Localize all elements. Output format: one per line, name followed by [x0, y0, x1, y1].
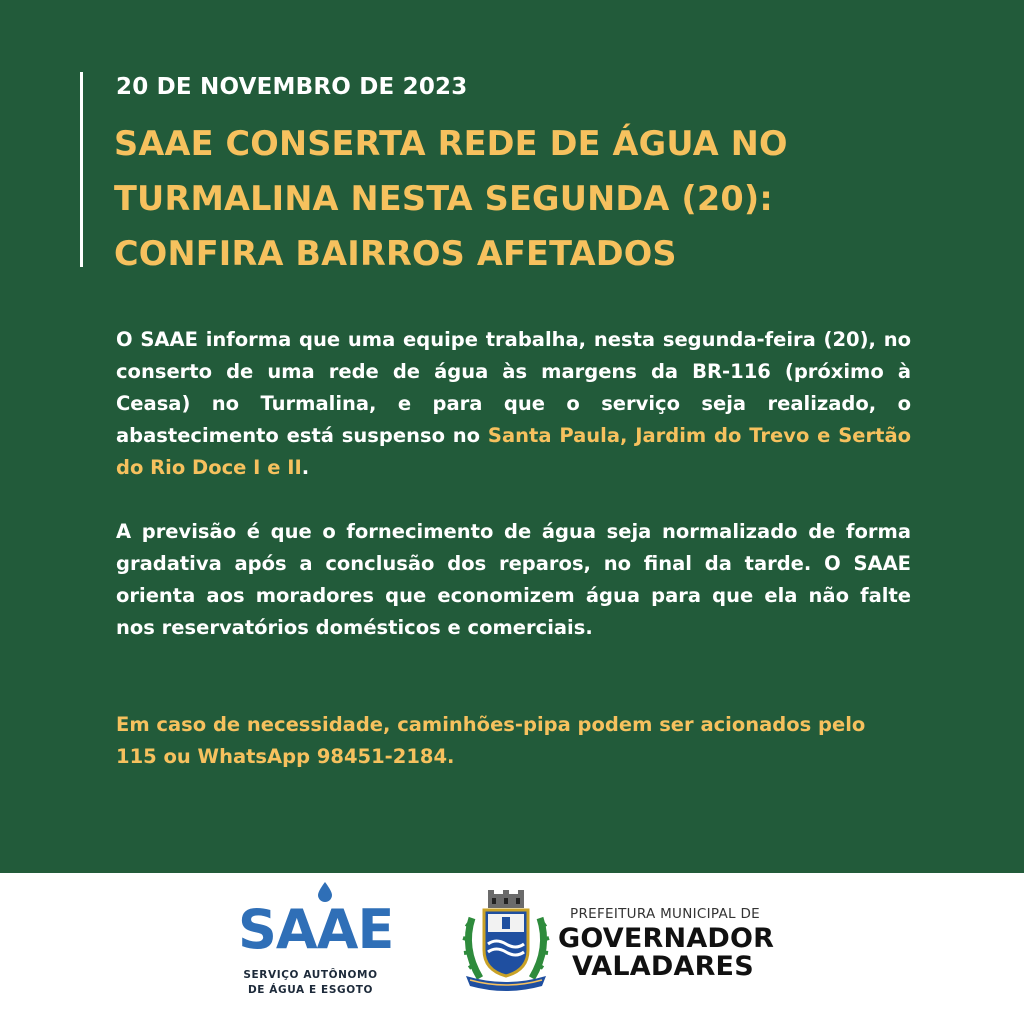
saae-logo [238, 880, 394, 1000]
paragraph-1-text: O SAAE informa que uma equipe trabalha, nesta segunda-feira (20), no conserto de uma rede de água às margens da BR-116 (próximo à Ceasa) no Turmalina, e para que o serviço seja realizado, o abastecimento está suspenso no [116, 328, 911, 447]
headline [114, 116, 934, 281]
prefeitura-name-line-1: GOVERNADOR [558, 923, 775, 954]
saae-logo-subtitle-2: DE ÁGUA E ESGOTO [247, 984, 374, 996]
saae-logo-subtitle-1: SERVIÇO AUTÔNOMO [243, 969, 378, 981]
saae-logo-word: SAAE [238, 898, 394, 961]
paragraph-1 [116, 324, 911, 484]
city-coat-of-arms-icon [458, 888, 554, 992]
headline-line-3: CONFIRA BAIRROS AFETADOS [114, 234, 677, 273]
paragraph-3-contact: Em caso de necessidade, caminhões-pipa podem ser acionados pelo 115 ou WhatsApp 98451-2184. [116, 713, 866, 768]
accent-divider [80, 72, 83, 267]
prefeitura-label: PREFEITURA MUNICIPAL DE [570, 906, 760, 922]
paragraph-2: A previsão é que o fornecimento de água seja normalizado de forma gradativa após a conclusão dos reparos, no final da tarde. O SAAE orienta aos moradores que economizem água para que ela não falte nos reservatórios domésticos e comerciais. [116, 520, 911, 639]
paragraph-1-end: . [301, 456, 310, 479]
affected-neighborhoods: Santa Paula, Jardim do Trevo e Sertão do Rio Doce I e II [116, 424, 911, 479]
headline-line-2: TURMALINA NESTA SEGUNDA (20): [114, 179, 774, 218]
prefeitura-name-line-2: VALADARES [572, 951, 754, 982]
headline-line-1: SAAE CONSERTA REDE DE ÁGUA NO [114, 124, 788, 163]
post-date: 20 DE NOVEMBRO DE 2023 [116, 74, 468, 100]
